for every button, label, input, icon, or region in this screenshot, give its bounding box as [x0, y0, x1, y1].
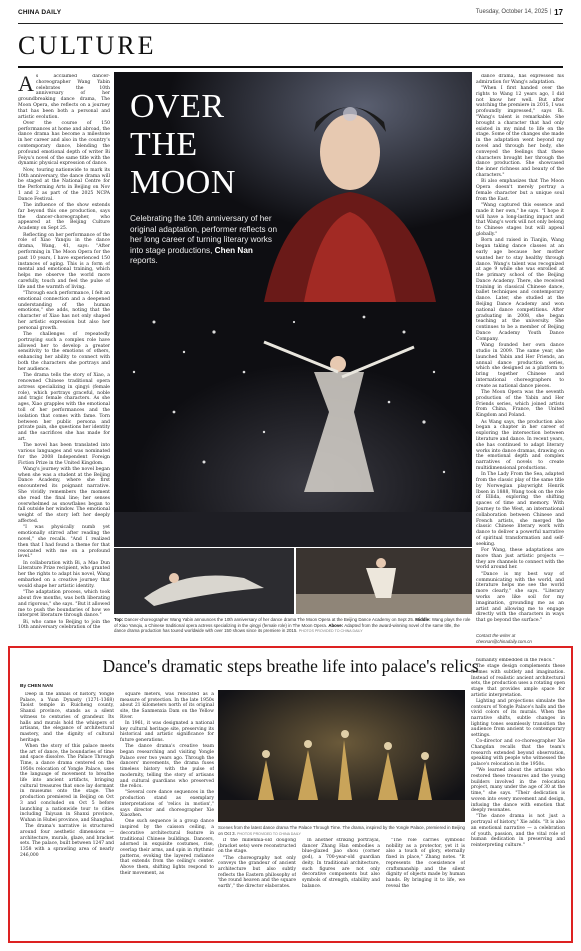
hero-title [130, 88, 236, 202]
paragraph: The stage design complements these themes with subtlety and imagination. Instead of realistic ancient architectural sets, the production uses a rotating open stage that provides ample space for artistic interpretation. [471, 664, 565, 698]
paragraph: Reflecting on her performance of the role of Xiao Yanqiu in the dance drama, Wang, 41, says: "After performing in The Moon Opera for the past 10 years, I have experienced 150 instances of aging. This is a form of mental and emotional training, which helps me observe the world more carefully, touch and feel the pulse of life and the warmth of living. [18, 232, 110, 290]
paragraph: "Through each performance, I felt an emotional connection and a deepened understanding of the human emotions," she adds, noting that the character of Xiao has not only shaped her artistic expression but also her personal growth. [18, 290, 110, 331]
paragraph: Deep in the annals of history, Yongle Palace, a Yuan Dynasty (1271-1368) Taoist temple in Ruicheng county, Shanxi province, stands as a silent witness to centuries of grandeur. Its halls and murals hold the whispers of artisans, the elegance of architectural mastery, and the dignity of cultural heritage. [20, 692, 114, 743]
paragraph: "Dance is my best way of communicating with the world, and literature helps me see the world more clearly," she says. "Literary works are like soil for my imagination, grounding me as an artist and allowing me to engage directly with the characters in ways that go beyond the surface." [476, 571, 564, 624]
paragraph: "The dance drama is not just a portrayal of history," Xie adds. "It is also an emotional narrative — a celebration of youth, passion, and the vital role of human dedication in preserving and reinterpreting culture." [471, 814, 565, 848]
feature-column-left [18, 74, 110, 642]
photo-middle [114, 548, 294, 614]
story-column [120, 692, 214, 940]
paragraph: "The choreography not only conveys the grandeur of ancient architecture but also subtly reflects the Eastern philosophy of 'the round heaven and the square earth'," the director elaborates. [218, 855, 296, 890]
caption-label: Middle: [415, 617, 431, 622]
paragraph: The novel has been translated into various languages and was nominated for the 2008 Independent Foreign Fiction Prize in the United Kingdom. [18, 443, 110, 466]
paragraph: In The Lady From the Sea, adapted from the classic play of the same title by Norwegian playwright Henrik Ibsen in 1888, Wang took on the role of Ellida, exploring the shifting spaces of time and memory. With Journey to the West, an international collaboration between Chinese and French artists, she merged the classic Chinese literary work with dance to deliver a powerful narrative of spiritual transformation and self-seeking. [476, 472, 564, 547]
paragraph: "We learned about the artisans who restored these treasures and the young builders involved in the relocation project, many under the age of 30 at the time," she says. "Their dedication is woven into every movement and design, infusing the dance with emotion that deeply resonates. [471, 768, 565, 814]
paragraph: In another striking portrayal, dancer Zhang Han embodies a blue-glazed jiao shou (corner god), a 700-year-old guardian deity. In traditional architecture, such figures are not only decorative components but also symbols of strength, stability and balance. [302, 838, 380, 889]
page-number: 17 [554, 8, 563, 17]
paragraph: dance drama, has expressed his admiration for Wang's adaptation. [476, 74, 564, 85]
paragraph: When the story of this palace meets the art of dance, the boundaries of time and space dissolve. The Palace Through Time, a dance drama centered on the 1950s relocation of Yongle Palace, uses the language of movement to breathe life into ancient artifacts, bringing cultural treasures that once lay dormant in museums onto the stage. The production premiered in Beijing on Oct 3 and concluded on Oct 5 before launching a nationwide tour to cities including Taiyuan in Shanxi province, Wuhan in Hubei province, and Shanghai. [20, 743, 114, 823]
paragraph [18, 74, 110, 120]
paragraph: In 1961, it was designated a national key cultural heritage site, preserving its historical and artistic significance for future generations. [120, 721, 214, 744]
hero-title-line: MOON [130, 164, 236, 201]
paragraph: "I was physically numb yet emotionally stirred after reading the novel," she recalls. "And I realized then that I had found a theme for that resonated with me on a profound level." [18, 525, 110, 560]
story-column [386, 838, 465, 940]
photo-credit: PHOTOS PROVIDED TO CHINA DAILY [298, 629, 363, 634]
hero-photo [114, 72, 472, 547]
boxed-story [8, 646, 573, 943]
paragraph: "The adaptation process, which took about five months, was both liberating and rigorous," she says. "But it allowed me to push the boundaries of how we interpret literature through dance." [18, 590, 110, 619]
brand-name: CHINA DAILY [18, 9, 62, 16]
hero-subtitle-end: reports. [130, 256, 158, 265]
paragraph: Wang's journey with the novel began when she was a student at the Beijing Dance Academy, where she first encountered its poignant narrative. She vividly remembers the moment she read the final line; her senses overwhelmed as snowflakes began to fall outside her window. The emotional weight of the story left her deeply affected. [18, 466, 110, 525]
drop-cap: A [18, 74, 34, 96]
paragraph: Bi, who came to Beijing to join the 10th anniversary celebration of the [18, 619, 110, 631]
paragraph: Lighting and projections simulate the contours of Yongle Palace's halls and the vivid colors of its murals. When the narrative shifts, subtle changes in lighting tones seamlessly transition the audience from ancient to contemporary settings. [471, 698, 565, 739]
feature-photo-caption [114, 617, 472, 635]
date-separator: | [549, 9, 551, 15]
paragraph-text: s acclaimed dancer-choreographer Wang Yabin celebrates the 10th anniversary of her groundbreaking dance drama, The Moon Opera, she reflects on a journey that has been both a personal and artistic evolution. [18, 74, 110, 120]
story-column [20, 692, 114, 940]
paragraph: square meters, was relocated as a measure of protection. In the late 1950s about 21 kilometers north of its original site, the Sanmenxia Dam on the Yellow River. [120, 692, 214, 720]
feature-column-right [476, 74, 564, 630]
caption-text: Adapted from the award-winning novel of the same title, the dance drama production has toured worldwide with over 150 shows since its premiere in 2015. [114, 622, 460, 634]
story-photo-illustration [218, 690, 465, 822]
hero-subtitle-text: Celebrating the 10th anniversary of her original adaptation, performer reflects on her long career of turning literary works into stage productions, [130, 214, 277, 255]
caption-label: Above: [328, 622, 344, 628]
writer-contact: Contact the writer at chennan@chinadaily.com.cn [476, 633, 532, 644]
paragraph: "When I first handed over the rights to Wang 12 years ago, I did not know her well. But after watching the premiere in 2015, I was profoundly impressed," says Bi. "Wang's talent is remarkable. She brought a character that had only existed in my mind to life on the stage. Some of the changes she made in the adaptation went beyond my novel and through her body, she conveyed the feelings that these characters brought her through the dance production. She showcased the inner richness and beauty of the characters." [476, 86, 564, 179]
paragraph: Born and raised in Tianjin, Wang began taking dance classes at an early age because her mother wanted her to stay healthy through dance. Wang's talent was recognized at age 9 while she was enrolled at the primary school of the Beijing Dance Academy. There, she received training in classical Chinese dance, ballet techniques and contemporary dance. Later, she studied at the Beijing Dance Academy and won national dance competitions. After graduating in 2008, she began teaching at the university. She continues to be a member of Beijing Dance Academy Youth Dance Company. [476, 238, 564, 342]
paragraph: One such sequence is a group dance inspired by the caisson ceiling, a decorative architectural feature in traditional Chinese buildings. Dancers, adorned in exquisite costumes, rise, overlap their arms, and spin in rhythmic patterns, evoking the layered radiance that extends from the ceiling's center. Above them, shifting lights respond to their movement, as [120, 819, 214, 876]
section-rule [18, 66, 563, 68]
paragraph: Now, touring nationwide to mark its 10th anniversary, the dance drama will be staged at the National Centre for the Performing Arts in Beijing on Nov 1 and 2 as part of the 2025 NCPA Dance Festival. [18, 167, 110, 202]
paragraph: Over the course of 150 performances at home and abroad, the dance drama has become a milestone in her career and also in the country's contemporary dance, blending the profound emotional depth of writer Bi Feiyu's novel of the same title with the dynamic physical expression of dance. [18, 120, 110, 167]
paragraph: The drama's narrative is structured around four aesthetic dimensions — architecture, murals, glaze, and bracket sets. The palace, built between 1247 and 1358 with a sprawling area of nearly 246,000 [20, 824, 114, 858]
paragraph: The Moon Opera was the seventh production of the Yabin and Her Friends series, which joined artists from China, France, the United Kingdom and Poland. [476, 390, 564, 419]
paragraph: The influence of the show extends far beyond this one production, says the dancer-choreographer, who appeared at the Beijing Culture Academy on Sept 25. [18, 203, 110, 232]
face-shape [320, 114, 380, 190]
paragraph: For Wang, these adaptations are more than just artistic projects — they are channels to connect with the world around her. [476, 548, 564, 571]
hero-title-line: THE [130, 126, 198, 163]
photo-middle-illustration [114, 548, 294, 614]
paragraph: "The role carries symbolic nobility as a protector, yet it is also a touch of glory, eternally fixed in place," Zhang notes. "It represents the coexistence of craftsmanship and the silent dignity of objects made by human hands. By bringing it to life, we reveal the [386, 838, 465, 889]
section-title: CULTURE [18, 31, 157, 60]
story-column [471, 658, 565, 940]
paragraph: humanity embedded in the relics." [476, 658, 555, 663]
story-photo-credit: PHOTOS PROVIDED TO CHINA DAILY [237, 831, 301, 836]
story-caption-text: Scenes from the latest dance drama The Palace Through Time. The drama, inspired by the Yongle Palace, premiered in Beijing on Oct 3. [218, 825, 465, 836]
hero-subtitle [130, 214, 280, 267]
masthead-rule [18, 23, 563, 24]
caption-text: Dancer-choreographer Wang Yabin announces the 10th anniversary of her dance drama The Moon Opera at the Beijing Dance Academy on Sept 25. [124, 617, 414, 622]
story-headline: Dance's dramatic steps breathe life into palace's relics [102, 656, 479, 676]
story-photo-caption [218, 825, 465, 837]
issue-date [476, 9, 551, 15]
paragraph: Wang founded her own dance studio in 2009. The same year, she launched Yabin and Her Friends, an annual dance production series, which she designed as a platform to bring together Chinese and international choreographers to create as national dance pieces. [476, 343, 564, 389]
paragraph: "Several core dance sequences in the production stand as exemplary interpretations of 'relics in motion'," says director and choreographer Xie Xiaozhen. [120, 790, 214, 819]
hero-author: Chen Nan [214, 245, 253, 255]
story-column [302, 838, 380, 940]
paragraph: The drama tells the story of Xiao, a renowned Chinese traditional opera actress specializing in qingyi (female role), which portrays graceful, noble and tragic female characters. As she ages, Xiao grapples with the emotional toll of her performances and the isolation that comes with fame. Torn between her public persona and private pain, she questions her identity and the sacrifices she has made for art. [18, 373, 110, 442]
paragraph: Bi also emphasizes that The Moon Opera doesn't merely portray a female character but a unique soul from the East. [476, 179, 564, 202]
photo-above [296, 548, 472, 614]
caption-text: Wang plays the role of Xiao Yanqiu, a Chinese traditional opera actress specializing in the qingyi (female role) in The Moon Opera. [114, 617, 471, 628]
paragraph: "Wang captured this essence and made it her own," he says. "I hope it will have a long-lasting impact and that Wang's work will not only belong to Chinese stages but will appeal globally." [476, 203, 564, 238]
masthead [18, 9, 563, 21]
hero-title-line: OVER [130, 88, 225, 125]
paragraph: The dance drama's creative team began researching and visiting Yongle Palace over two years ago. Through the dancers' movements, the drama fuses timeless history with the pulse of modernity, telling the story of artisans and cultural guardians who preserved the relics. [120, 744, 214, 790]
story-column [218, 838, 296, 940]
paragraph: if the millennia-old dougong (bracket sets) were reconstructed on the stage. [218, 838, 296, 855]
story-photo [218, 690, 465, 822]
caption-label: Top: [114, 617, 124, 622]
paragraph: The challenges of repeatedly portraying such a complex role have allowed her to develop a greater sensitivity to the emotions of others, enhancing her ability to connect with both the characters she portrays and her audience. [18, 332, 110, 372]
paragraph: Co-director and co-choreographer Xie Changdan recalls that the team's research extended beyond observation, speaking with people who witnessed the palace's relocation in the 1950s. [471, 739, 565, 768]
story-byline: By CHEN NAN [20, 684, 53, 689]
paragraph: In collaboration with Bi, a Mao Dun Literature Prize recipient, who granted her the rights to adapt his novel, Wang embarked on a creative journey that would shape her artistic identity. [18, 560, 110, 589]
date-text: Tuesday, October 14, 2025 [475, 9, 548, 15]
photo-above-illustration [296, 548, 472, 614]
paragraph: As Wang says, the production also began a chapter in her career of exploring the intersection between literature and dance. In recent years, she has continued to adapt literary works into dance dramas, drawing on the emotional depth and complex narratives of novels to create multidimensional productions. [476, 419, 564, 471]
